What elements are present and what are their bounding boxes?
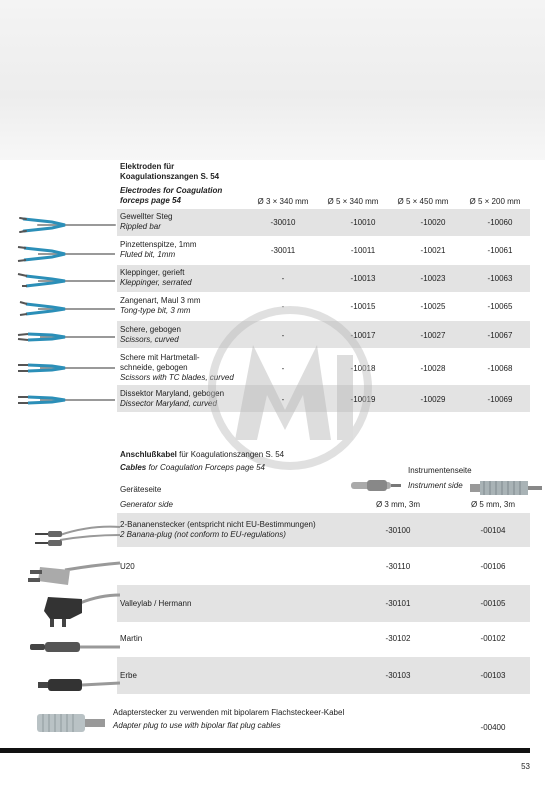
- adapter-row: [113, 708, 344, 731]
- martin-plug-image: [30, 642, 120, 652]
- code-cell: -30011: [270, 246, 296, 255]
- code-cell: -10010: [350, 218, 376, 227]
- instrument-side-en: Instrument side: [408, 481, 463, 490]
- row-label-de: Schere, gebogen: [120, 325, 181, 334]
- code-cell: -00106: [480, 562, 506, 571]
- row-label-de: U20: [120, 562, 135, 571]
- generator-side-de: Geräteseite: [120, 485, 162, 494]
- code-cell: -30110: [385, 562, 411, 571]
- instrument-connector-image: [470, 478, 545, 498]
- row-label-de: Dissektor Maryland, gebogen: [120, 389, 225, 398]
- table-row: [120, 268, 192, 288]
- col-header-5mm: Ø 5 mm, 3m: [470, 500, 515, 509]
- code-cell: -10025: [420, 302, 446, 311]
- code-cell: -10067: [487, 331, 513, 340]
- row-label-de-cont: schneide, gebogen: [120, 363, 188, 372]
- valleylab-plug-image: [44, 595, 120, 627]
- erbe-plug-image: [38, 679, 120, 691]
- code-cell: -10023: [420, 274, 446, 283]
- instrument-side-de: Instrumentenseite: [408, 466, 472, 475]
- code-cell: -10019: [350, 395, 376, 404]
- row-label-de: Valleylab / Hermann: [120, 599, 192, 608]
- section1-title-de: Elektroden für Koagulationszangen S. 54: [120, 162, 220, 181]
- code-cell: -10017: [350, 331, 376, 340]
- code-cell: -10027: [420, 331, 446, 340]
- col-header-3mm: Ø 3 mm, 3m: [375, 500, 420, 509]
- code-cell: -30101: [385, 599, 411, 608]
- u20-plug-image: [28, 563, 120, 585]
- section2-title-en: Cables for Coagulation Forceps page 54: [120, 463, 265, 472]
- table-row: [120, 634, 142, 644]
- col-header-3: Ø 5 × 450 mm: [397, 197, 449, 206]
- row-label-en: Kleppinger, serrated: [120, 278, 192, 287]
- code-cell: -30010: [270, 218, 296, 227]
- code-cell: -30102: [385, 634, 411, 643]
- code-cell: -10065: [487, 302, 513, 311]
- row-label-de: Erbe: [120, 671, 137, 680]
- electrode-images: [10, 208, 120, 418]
- table-row: [120, 562, 135, 572]
- page-number: 53: [521, 762, 530, 771]
- adapter-plug-image: [35, 708, 110, 738]
- row-label-de: Gewellter Steg: [120, 212, 173, 221]
- cable-images: [10, 515, 120, 710]
- code-cell: -00400: [480, 723, 506, 732]
- row-label-en: Tong-type bit, 3 mm: [120, 306, 191, 315]
- code-cell: -10018: [350, 364, 376, 373]
- row-label-en: 2 Banana-plug (not conform to EU-regulations): [120, 530, 286, 539]
- row-label-en: Dissector Maryland, curved: [120, 399, 217, 408]
- code-cell: -10069: [487, 395, 513, 404]
- generator-side-en: Generator side: [120, 500, 173, 509]
- row-label-en: Scissors, curved: [120, 335, 179, 344]
- code-cell: -: [281, 302, 285, 311]
- row-label-de: Schere mit Hartmetall-: [120, 353, 200, 362]
- col-header-1: Ø 3 × 340 mm: [257, 197, 309, 206]
- code-cell: -10015: [350, 302, 376, 311]
- code-cell: -: [281, 364, 285, 373]
- electrode-image: [20, 218, 115, 232]
- row-label-de: Pinzettenspitze, 1mm: [120, 240, 197, 249]
- code-cell: -00102: [480, 634, 506, 643]
- code-cell: -10020: [420, 218, 446, 227]
- code-cell: -10068: [487, 364, 513, 373]
- footer-bar: [0, 748, 530, 753]
- code-cell: -10060: [487, 218, 513, 227]
- row-label-de: Kleppinger, gerieft: [120, 268, 185, 277]
- code-cell: -10061: [487, 246, 513, 255]
- row-label-de: Martin: [120, 634, 143, 643]
- banana-plug-image: [35, 527, 120, 546]
- code-cell: -: [281, 395, 285, 404]
- row-label-de: 2-Bananenstecker (entspricht nicht EU-Bestimmungen): [120, 520, 316, 529]
- code-cell: -10063: [487, 274, 513, 283]
- row-label-en: Rippled bar: [120, 222, 161, 231]
- adapter-label-de: Adapterstecker zu verwenden mit bipolarem Flachsteckeer-Kabel: [113, 708, 345, 717]
- row-label-de: Zangenart, Maul 3 mm: [120, 296, 201, 305]
- code-cell: -00105: [480, 599, 506, 608]
- table-row: [120, 325, 181, 345]
- watermark-logo: [205, 300, 375, 475]
- table-row: [120, 296, 200, 316]
- code-cell: -30103: [385, 671, 411, 680]
- code-cell: -30100: [385, 526, 411, 535]
- table-row: [120, 240, 196, 260]
- header-band: [0, 0, 545, 160]
- code-cell: -00103: [480, 671, 506, 680]
- code-cell: -: [281, 331, 285, 340]
- code-cell: -10021: [420, 246, 446, 255]
- col-header-2: Ø 5 × 340 mm: [327, 197, 379, 206]
- code-cell: -10013: [350, 274, 376, 283]
- col-header-4: Ø 5 × 200 mm: [469, 197, 521, 206]
- table-row: [120, 520, 316, 540]
- section1-title-en: Electrodes for Coagulation forceps page 54: [120, 186, 223, 205]
- row-label-en: Fluted bit, 1mm: [120, 250, 176, 259]
- adapter-label-en: Adapter plug to use with bipolar flat plug cables: [113, 721, 281, 730]
- code-cell: -: [281, 274, 285, 283]
- table-row: [120, 212, 172, 232]
- table-row: [120, 599, 191, 609]
- code-cell: -10029: [420, 395, 446, 404]
- section2-title-de: Anschlußkabel für Koagulationszangen S. 54: [120, 450, 285, 459]
- instrument-plug-image: [345, 475, 405, 495]
- code-cell: -10011: [350, 246, 376, 255]
- code-cell: -00104: [480, 526, 506, 535]
- table-row: [120, 671, 137, 681]
- code-cell: -10028: [420, 364, 446, 373]
- row-label-en: Scissors with TC blades, curved: [120, 373, 234, 382]
